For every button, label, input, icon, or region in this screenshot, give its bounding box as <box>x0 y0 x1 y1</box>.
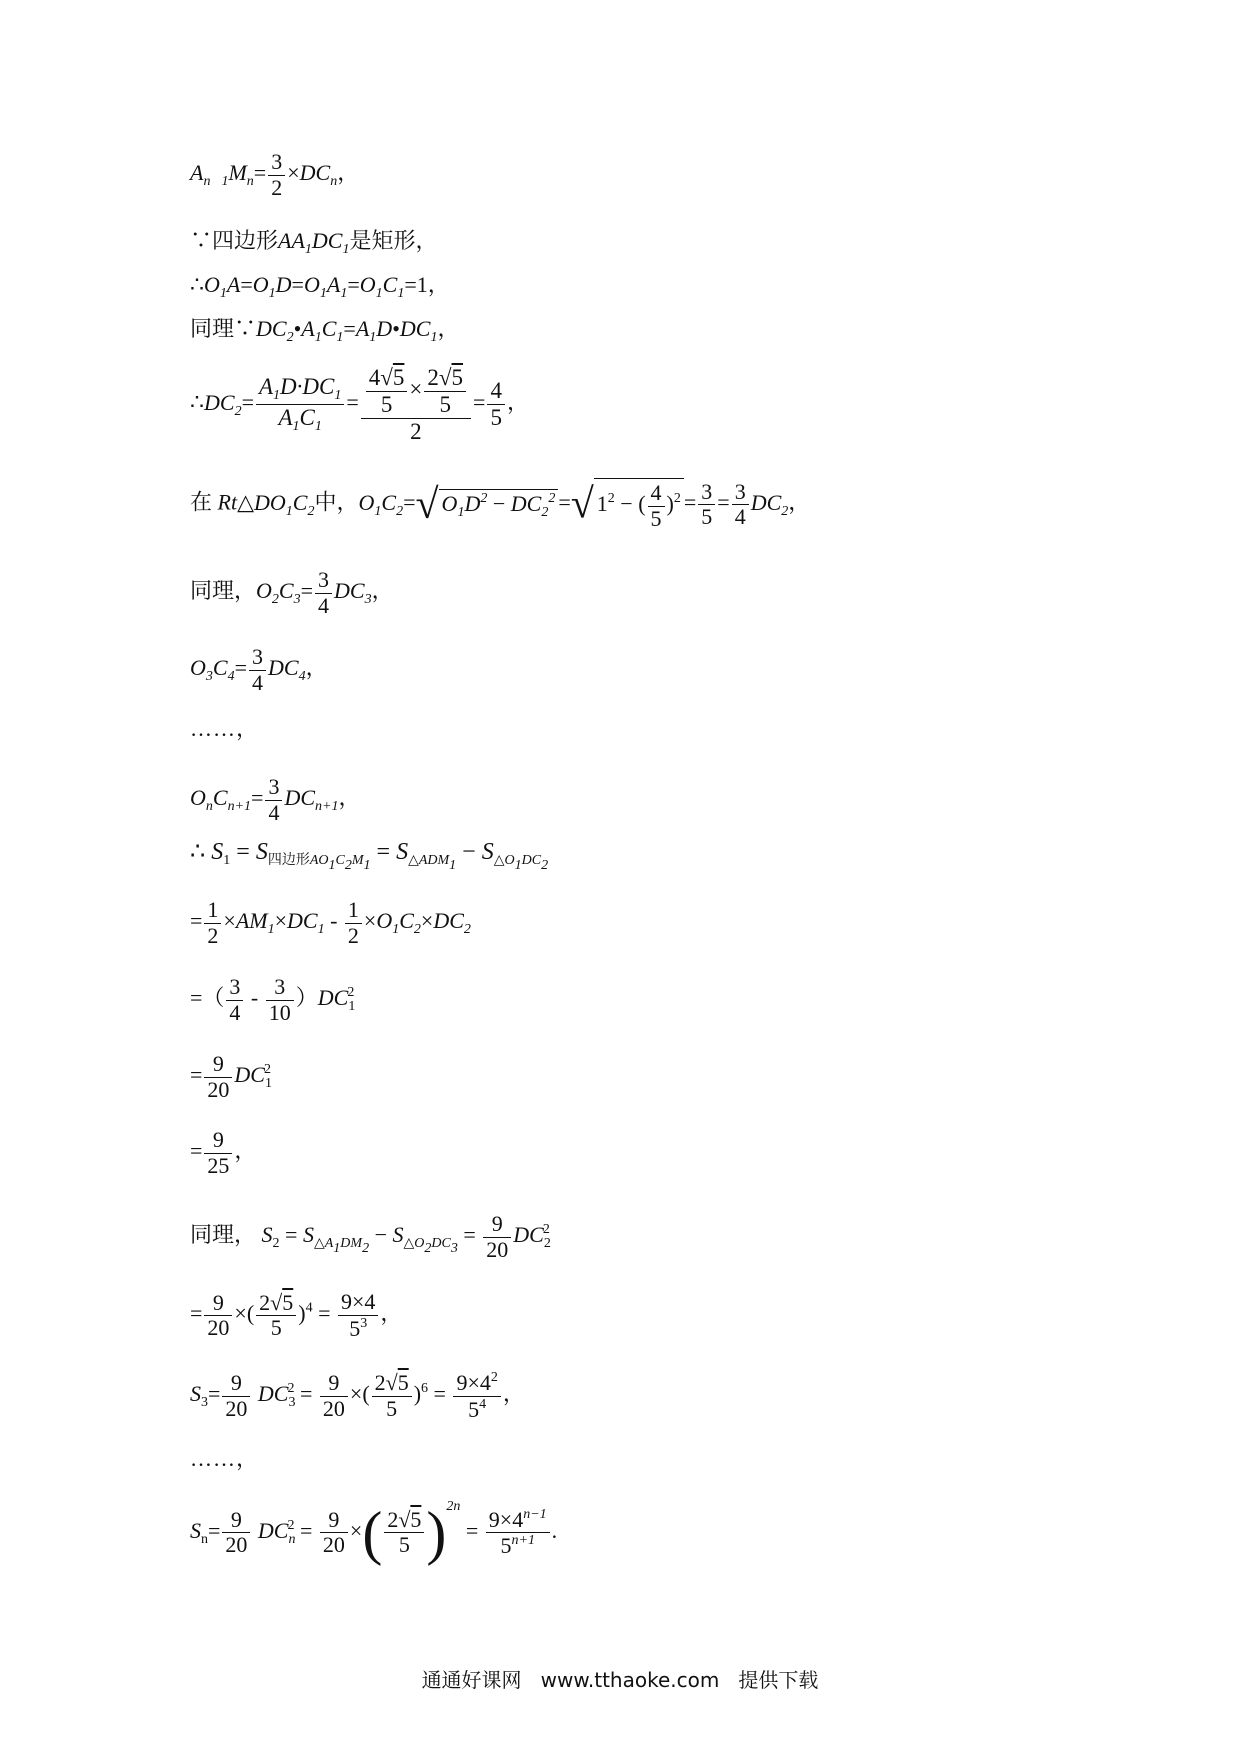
page-footer <box>0 1664 1240 1693</box>
footer-url[interactable]: www.tthaoke.com <box>540 1668 720 1692</box>
line-oncn1: $O_nC_{n+1}=$ $\frac{3}{4}$ $DC_{n+1}$， <box>190 774 361 825</box>
line-s1-result: = $\frac{9}{25}$ ， <box>190 1127 257 1178</box>
line-o3c4: $O_3C_4=$ $\frac{3}{4}$ $DC_4$， <box>190 644 328 695</box>
line-s1-coefficient: = $\frac{9}{20}$ $DC_1^2$ <box>190 1051 272 1102</box>
footer-site-name: 通通好课网 <box>421 1668 522 1692</box>
line-s1-simplify: =（ $\frac{3}{4}$ - $\frac{3}{10}$ ）$DC_1^2$ <box>190 974 356 1025</box>
line-s2-result: = $\frac{9}{20}$ ×( $\frac{2√5}{5}$ )$^4$ = $\frac{9\times 4}{5^3}$ ， <box>190 1289 403 1341</box>
line-ellipsis-1: ……， <box>190 716 260 741</box>
line-rectangle: ∵四边形$AA_1DC_1$是矩形， <box>190 228 438 257</box>
line-an-mn: $A_n$ $_1M_n=$ $\frac{3}{2}$ $\times DC_n$， <box>190 149 360 200</box>
line-s2-definition: 同理， $S_2 = S_{\triangle A_1DM_2} - S_{\triangle O_2DC_3}$ = $\frac{9}{20}$ $DC_2^2$ <box>190 1211 551 1262</box>
line-equal-segments: $\therefore O_1A=O_1D=O_1A_1=O_1C_1=1$， <box>190 272 450 301</box>
line-s3-result: $S_3=$ $\frac{9}{20}$ $DC_3^2$ = $\frac{9}{20}$ ×( $\frac{2√5}{5}$ )$^6$ = $\frac{9\times 4^2}{5^4}$ ， <box>190 1370 525 1422</box>
footer-action: 提供下载 <box>738 1668 819 1692</box>
line-ellipsis-2: ……， <box>190 1446 260 1471</box>
line-sn-result: $S_n=$ $\frac{9}{20}$ $DC_n^2$ = $\frac{9}{20}$ ×( $\frac{2√5}{5}$ )$^{2n}$ = $\frac{9\times 4^{n-1}}{5^{n+1}}$ . <box>190 1499 558 1566</box>
line-s1-definition: ∴ $S_1 = S_{四边形AO_1C_2M_1} = S_{\triangle ADM_1} - S_{\triangle O_1DC_2}$ <box>190 839 549 873</box>
line-s1-expand: = $\frac{1}{2}$ $\times AM_1\times DC_1$ - $\frac{1}{2}$ $\times O_1C_2\times DC_2$ <box>190 897 471 948</box>
line-product-equation: 同理$\because DC_2•A_1C_1=A_1D•DC_1$， <box>190 316 460 345</box>
line-dc2-value: $\therefore DC_2=$ $\frac{A_1D\cdot DC_1}{A_1C_1}$ = $\frac{4√5}{5}$ × $\frac{2√5}{5}$ 2 = $\frac{4}{5}$ ， <box>190 365 529 444</box>
line-right-triangle: 在 $Rt\triangle DO_1C_2$中，$O_1C_2=√$ $O_1D^2 - DC_2^2$ =√ $1^2$ − ( $\frac{4}{5}$ )$^2$ = $\frac{3}{5}$ = $\frac{3}{4}$ $DC_2$， <box>190 478 811 531</box>
line-o2c3: 同理，$O_2C_3=$ $\frac{3}{4}$ $DC_3$， <box>190 567 394 618</box>
